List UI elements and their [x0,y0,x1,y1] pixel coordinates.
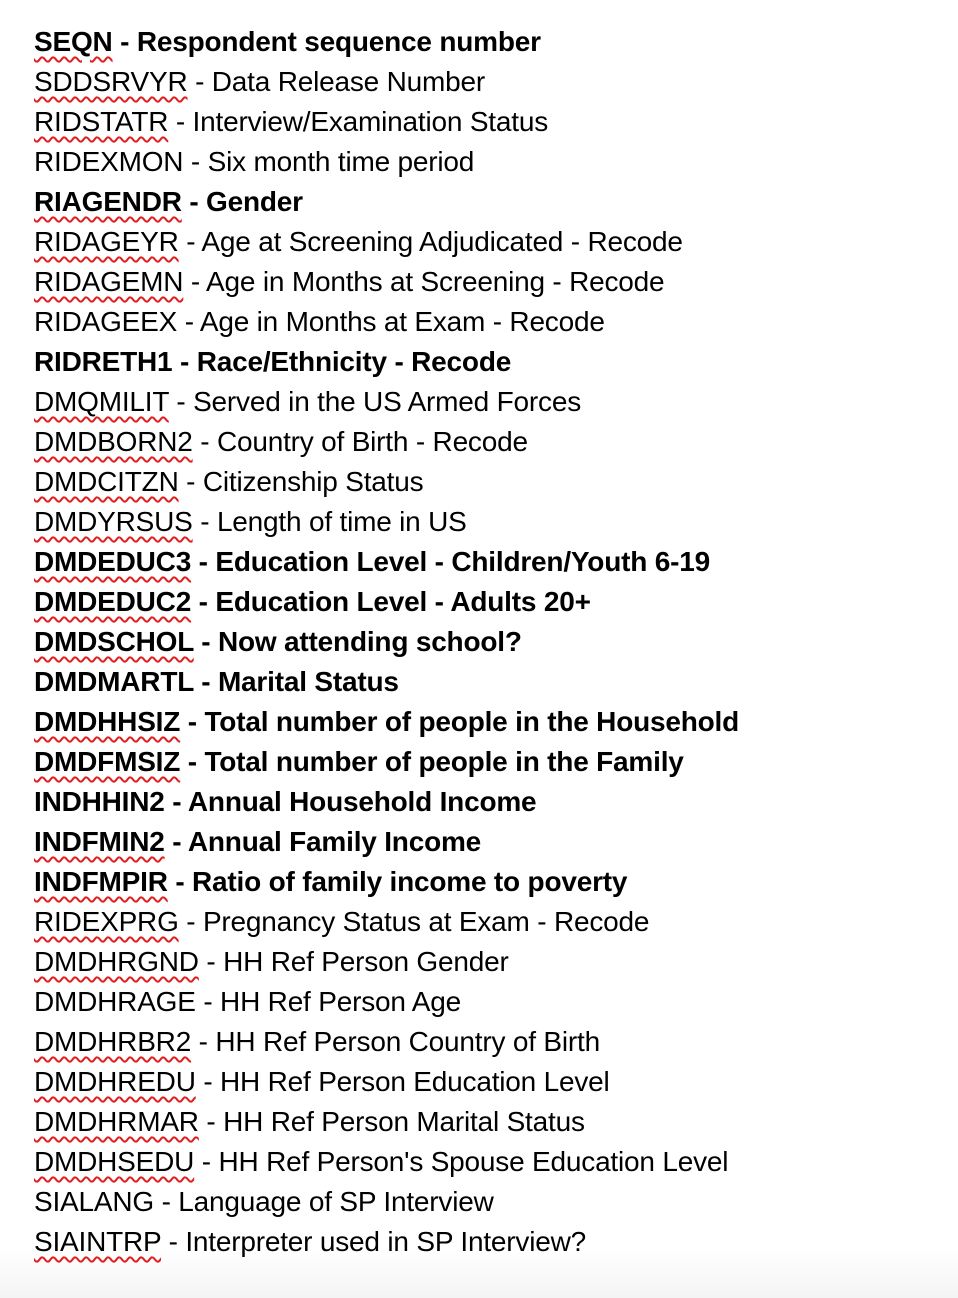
variable-code: DMDEDUC3 [34,546,192,577]
variable-list [34,22,739,1262]
variable-line [34,542,739,582]
variable-code: SIAINTRP [34,1226,162,1257]
variable-line [34,1142,739,1182]
variable-code: RIDAGEMN [34,266,184,297]
variable-label: Now attending school? [217,626,522,657]
separator: - [192,506,217,537]
separator: - [192,426,217,457]
variable-line [34,342,739,382]
variable-label: Ratio of family income to poverty [192,866,628,897]
separator: - [198,946,224,977]
variable-line [34,582,739,622]
variable-code: DMDHSEDU [34,1146,195,1177]
separator: - [178,906,203,937]
variable-code: DMDHREDU [34,1066,196,1097]
variable-label: Age at Screening Adjudicated - Recode [201,226,683,257]
variable-line [34,22,739,62]
variable-line [34,262,739,302]
separator: - [187,66,212,97]
variable-label: Race/Ethnicity - Recode [196,346,512,377]
variable-line [34,902,739,942]
variable-code: DMDHHSIZ [34,706,181,737]
variable-label: HH Ref Person Country of Birth [215,1026,600,1057]
variable-label: Respondent sequence number [136,26,541,57]
separator: - [177,306,200,337]
separator: - [198,1106,224,1137]
variable-line [34,182,739,222]
variable-line [34,622,739,662]
variable-label: Length of time in US [216,506,467,537]
variable-line [34,862,739,902]
variable-label: Six month time period [207,146,475,177]
variable-line [34,462,739,502]
variable-label: HH Ref Person Marital Status [223,1106,585,1137]
variable-label: Gender [206,186,303,217]
variable-code: RIDEXPRG [34,906,179,937]
separator: - [195,1066,221,1097]
separator: - [161,1226,186,1257]
separator: - [183,146,208,177]
variable-code: DMDHRAGE [34,986,196,1017]
separator: - [193,666,218,697]
variable-code: DMDHRBR2 [34,1026,192,1057]
variable-label: Annual Family Income [187,826,482,857]
variable-code: SEQN [34,26,113,57]
variable-code: DMDHRGND [34,946,199,977]
variable-code: INDFMPIR [34,866,168,897]
variable-code: DMDCITZN [34,466,179,497]
variable-code: RIAGENDR [34,186,182,217]
variable-line [34,1062,739,1102]
variable-line [34,1222,739,1262]
separator: - [195,986,221,1017]
variable-code: SIALANG [34,1186,154,1217]
separator: - [178,466,203,497]
separator: - [193,626,218,657]
variable-line [34,502,739,542]
variable-label: Language of SP Interview [178,1186,494,1217]
variable-line [34,1022,739,1062]
variable-code: DMDYRSUS [34,506,193,537]
variable-code: RIDAGEYR [34,226,179,257]
variable-line [34,302,739,342]
variable-label: Total number of people in the Family [204,746,684,777]
separator: - [191,546,216,577]
separator: - [180,746,205,777]
variable-code: INDHHIN2 [34,786,165,817]
variable-label: HH Ref Person Age [220,986,461,1017]
variable-label: HH Ref Person Education Level [220,1066,610,1097]
variable-line [34,1182,739,1222]
variable-label: Education Level - Adults 20+ [215,586,591,617]
separator: - [164,826,188,857]
variable-label: Pregnancy Status at Exam - Recode [202,906,650,937]
separator: - [112,26,137,57]
variable-label: Interview/Examination Status [192,106,549,137]
variable-line [34,62,739,102]
variable-line [34,662,739,702]
variable-code: DMDHRMAR [34,1106,199,1137]
separator: - [153,1186,179,1217]
variable-code: DMDBORN2 [34,426,193,457]
variable-label: Age in Months at Screening - Recode [206,266,665,297]
variable-label: HH Ref Person Gender [223,946,509,977]
variable-label: Interpreter used in SP Interview? [185,1226,586,1257]
variable-label: Annual Household Income [187,786,537,817]
variable-label: HH Ref Person's Spouse Education Level [218,1146,729,1177]
separator: - [194,1146,219,1177]
variable-label: Age in Months at Exam - Recode [199,306,605,337]
variable-code: RIDAGEEX [34,306,178,337]
variable-code: DMQMILIT [34,386,169,417]
separator: - [172,346,197,377]
variable-line [34,742,739,782]
variable-line [34,1102,739,1142]
separator: - [191,1026,216,1057]
separator: - [164,786,188,817]
separator: - [168,106,193,137]
separator: - [180,706,205,737]
variable-line [34,702,739,742]
variable-label: Served in the US Armed Forces [193,386,582,417]
variable-line [34,142,739,182]
variable-code: DMDSCHOL [34,626,194,657]
separator: - [178,226,202,257]
separator: - [191,586,216,617]
separator: - [167,866,193,897]
variable-line [34,382,739,422]
variable-label: Marital Status [217,666,399,697]
variable-code: DMDFMSIZ [34,746,181,777]
variable-line [34,942,739,982]
variable-line [34,422,739,462]
variable-code: RIDRETH1 [34,346,173,377]
variable-label: Data Release Number [211,66,486,97]
variable-line [34,982,739,1022]
variable-line [34,222,739,262]
variable-code: INDFMIN2 [34,826,165,857]
variable-code: SDDSRVYR [34,66,188,97]
variable-line [34,782,739,822]
variable-line [34,822,739,862]
separator: - [183,266,207,297]
separator: - [181,186,207,217]
variable-label: Total number of people in the Household [204,706,740,737]
variable-label: Country of Birth - Recode [216,426,528,457]
variable-code: DMDEDUC2 [34,586,192,617]
variable-label: Education Level - Children/Youth 6-19 [215,546,710,577]
variable-line [34,102,739,142]
variable-code: RIDSTATR [34,106,169,137]
variable-label: Citizenship Status [202,466,424,497]
separator: - [168,386,194,417]
variable-code: DMDMARTL [34,666,194,697]
variable-code: RIDEXMON [34,146,184,177]
